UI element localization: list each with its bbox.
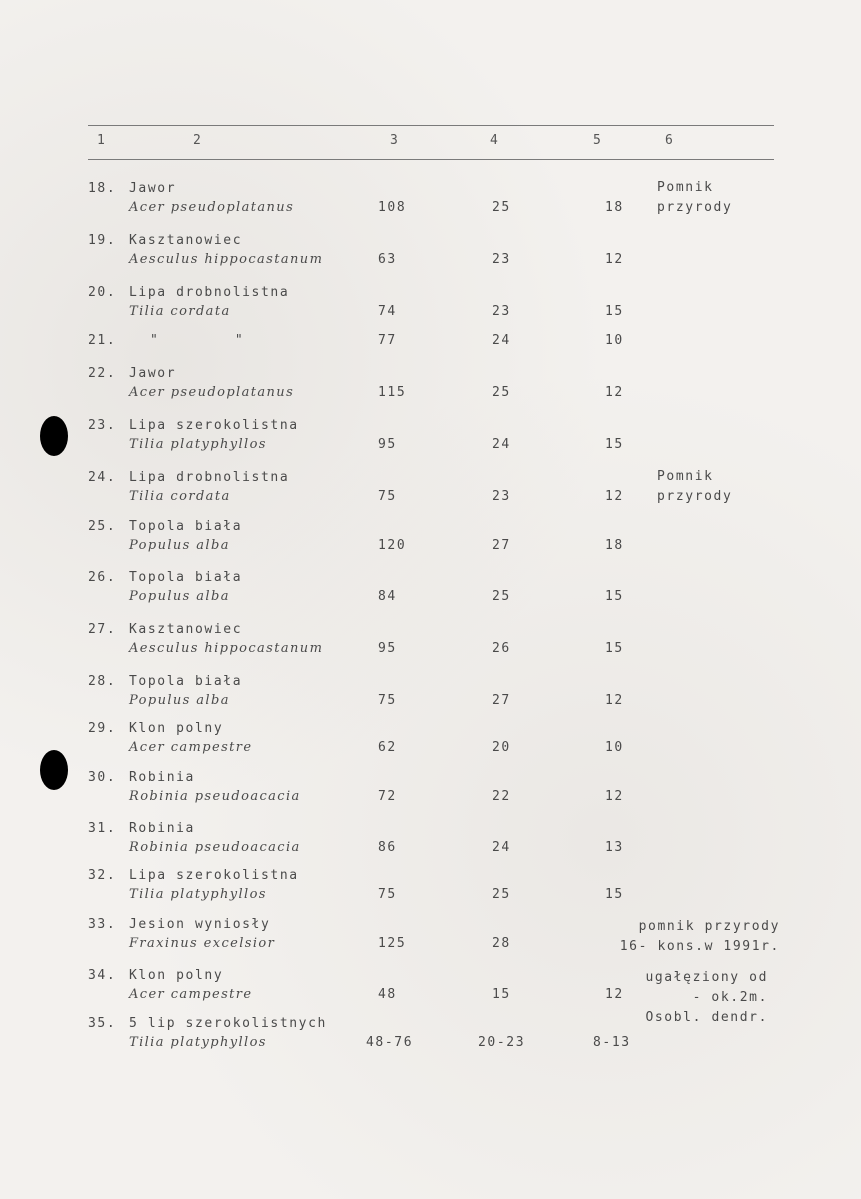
table-row bbox=[0, 917, 861, 957]
row-number: 23. bbox=[88, 418, 117, 433]
table-row bbox=[0, 181, 861, 221]
tree-common-name: Lipa szerokolistna bbox=[129, 418, 299, 433]
tree-latin-name: Tilia platyphyllos bbox=[129, 1035, 267, 1050]
col-4-value: 25 bbox=[492, 589, 511, 604]
col-4-value: 23 bbox=[492, 489, 511, 504]
tree-latin-name: Fraxinus excelsior bbox=[129, 936, 276, 951]
tree-common-name: Klon polny bbox=[129, 721, 224, 736]
col-6-remark bbox=[657, 467, 732, 507]
col-4-value: 24 bbox=[492, 437, 511, 452]
tree-common-name: Lipa szerokolistna bbox=[129, 868, 299, 883]
table-row bbox=[0, 622, 861, 662]
row-number: 30. bbox=[88, 770, 117, 785]
tree-common-name: Lipa drobnolistna bbox=[129, 285, 290, 300]
table-row bbox=[0, 366, 861, 406]
header-bottom-rule bbox=[88, 159, 774, 160]
col-3-value: 74 bbox=[378, 304, 397, 319]
table-row bbox=[0, 674, 861, 714]
table-row bbox=[0, 314, 861, 354]
col-4-value: 24 bbox=[492, 333, 511, 348]
table-row bbox=[0, 770, 861, 810]
col-3-value: 120 bbox=[378, 538, 407, 553]
col-3-value: 62 bbox=[378, 740, 397, 755]
col-5-value: 12 bbox=[605, 489, 624, 504]
col-5-value: 15 bbox=[605, 304, 624, 319]
col-4-value: 25 bbox=[492, 887, 511, 902]
col-5-value: 12 bbox=[605, 987, 624, 1002]
col-3-value: 77 bbox=[378, 333, 397, 348]
table-row bbox=[0, 1016, 861, 1056]
col-3-value: 48 bbox=[378, 987, 397, 1002]
row-number: 32. bbox=[88, 868, 117, 883]
col-4-value: 26 bbox=[492, 641, 511, 656]
tree-common-name: Topola biała bbox=[129, 519, 243, 534]
row-number: 27. bbox=[88, 622, 117, 637]
header-col-2: 2 bbox=[193, 133, 202, 148]
col-4-value: 25 bbox=[492, 385, 511, 400]
tree-latin-name: Aesculus hippocastanum bbox=[129, 252, 324, 267]
remark-line-1: Pomnik bbox=[657, 469, 714, 484]
remark-line-2: przyrody bbox=[657, 489, 733, 504]
tree-common-name: Jesion wyniosły bbox=[129, 917, 271, 932]
col-5-value: 10 bbox=[605, 333, 624, 348]
col-5-value: 13 bbox=[605, 840, 624, 855]
col-3-value: 63 bbox=[378, 252, 397, 267]
table-row bbox=[0, 868, 861, 908]
tree-latin-name: Aesculus hippocastanum bbox=[129, 641, 324, 656]
tree-latin-name: Populus alba bbox=[129, 589, 230, 604]
row-number: 21. bbox=[88, 333, 117, 348]
row-number: 31. bbox=[88, 821, 117, 836]
col-5-value: 15 bbox=[605, 437, 624, 452]
table-row bbox=[0, 821, 861, 861]
col-5-value: 12 bbox=[605, 789, 624, 804]
tree-common-name: Lipa drobnolistna bbox=[129, 470, 290, 485]
col-6-remark bbox=[657, 178, 732, 218]
row-number: 29. bbox=[88, 721, 117, 736]
table-row bbox=[0, 721, 861, 761]
tree-latin-name: Tilia platyphyllos bbox=[129, 437, 267, 452]
row-number: 24. bbox=[88, 470, 117, 485]
row-number: 35. bbox=[88, 1016, 117, 1031]
remark-line-2: - ok.2m. bbox=[692, 990, 768, 1005]
tree-latin-name: Acer pseudoplatanus bbox=[129, 385, 295, 400]
tree-latin-name: Acer pseudoplatanus bbox=[129, 200, 295, 215]
table-row bbox=[0, 418, 861, 458]
tree-latin-name: Robinia pseudoacacia bbox=[129, 840, 301, 855]
col-5-value: 18 bbox=[605, 538, 624, 553]
table-row bbox=[0, 519, 861, 559]
col-3-value: 72 bbox=[378, 789, 397, 804]
col-4-value: 22 bbox=[492, 789, 511, 804]
tree-common-name: Kasztanowiec bbox=[129, 622, 243, 637]
table-row bbox=[0, 470, 861, 510]
col-3-value: 48-76 bbox=[366, 1035, 414, 1050]
col-4-value: 15 bbox=[492, 987, 511, 1002]
tree-common-name: Robinia bbox=[129, 770, 195, 785]
col-4-value: 24 bbox=[492, 840, 511, 855]
remark-line-2: 16- kons.w 1991r. bbox=[619, 939, 780, 954]
tree-latin-name: Tilia cordata bbox=[129, 304, 231, 319]
row-number: 19. bbox=[88, 233, 117, 248]
remark-line-1: Pomnik bbox=[657, 180, 714, 195]
tree-common-name: Robinia bbox=[129, 821, 195, 836]
tree-common-name: Klon polny bbox=[129, 968, 224, 983]
tree-common-name: 5 lip szerokolistnych bbox=[129, 1016, 327, 1031]
col-4-value: 27 bbox=[492, 538, 511, 553]
col-5-value: 12 bbox=[605, 385, 624, 400]
col-4-value: 20-23 bbox=[478, 1035, 526, 1050]
col-5-value: 12 bbox=[605, 252, 624, 267]
col-5-value: 15 bbox=[605, 887, 624, 902]
col-4-value: 27 bbox=[492, 693, 511, 708]
header-col-5: 5 bbox=[593, 133, 602, 148]
tree-common-name: Jawor bbox=[129, 181, 177, 196]
tree-latin-name: Acer campestre bbox=[129, 740, 253, 755]
header-col-1: 1 bbox=[97, 133, 106, 148]
col-3-value: 84 bbox=[378, 589, 397, 604]
remark-line-2: przyrody bbox=[657, 200, 733, 215]
tree-common-name: Topola biała bbox=[129, 570, 243, 585]
col-3-value: 75 bbox=[378, 693, 397, 708]
remark-line-1: pomnik przyrody bbox=[638, 919, 780, 934]
row-number: 33. bbox=[88, 917, 117, 932]
col-5-value: 8-13 bbox=[593, 1035, 631, 1050]
row-number: 22. bbox=[88, 366, 117, 381]
row-number: 25. bbox=[88, 519, 117, 534]
col-4-value: 23 bbox=[492, 252, 511, 267]
row-number: 28. bbox=[88, 674, 117, 689]
col-4-value: 23 bbox=[492, 304, 511, 319]
tree-latin-name: Populus alba bbox=[129, 693, 230, 708]
col-4-value: 25 bbox=[492, 200, 511, 215]
remark-line-1: ugałęziony od bbox=[645, 970, 768, 985]
col-4-value: 28 bbox=[492, 936, 511, 951]
col-3-value: 95 bbox=[378, 437, 397, 452]
col-4-value: 20 bbox=[492, 740, 511, 755]
remark-line-3: Osobl. dendr. bbox=[645, 1010, 768, 1025]
row-number: 34. bbox=[88, 968, 117, 983]
col-3-value: 95 bbox=[378, 641, 397, 656]
tree-latin-name: Acer campestre bbox=[129, 987, 253, 1002]
col-3-value: 75 bbox=[378, 489, 397, 504]
col-5-value: 18 bbox=[605, 200, 624, 215]
col-3-value: 75 bbox=[378, 887, 397, 902]
tree-latin-name: Tilia cordata bbox=[129, 489, 231, 504]
row-number: 26. bbox=[88, 570, 117, 585]
col-3-value: 115 bbox=[378, 385, 407, 400]
tree-latin-name: Populus alba bbox=[129, 538, 230, 553]
tree-common-name: Topola biała bbox=[129, 674, 243, 689]
header-col-3: 3 bbox=[390, 133, 399, 148]
col-6-remark bbox=[602, 917, 780, 957]
row-number: 20. bbox=[88, 285, 117, 300]
header-col-4: 4 bbox=[490, 133, 499, 148]
col-5-value: 10 bbox=[605, 740, 624, 755]
col-3-value: 108 bbox=[378, 200, 407, 215]
ditto-marks: " " bbox=[150, 333, 245, 348]
tree-latin-name: Tilia platyphyllos bbox=[129, 887, 267, 902]
col-5-value: 15 bbox=[605, 641, 624, 656]
col-5-value: 12 bbox=[605, 693, 624, 708]
tree-common-name: Kasztanowiec bbox=[129, 233, 243, 248]
tree-latin-name: Robinia pseudoacacia bbox=[129, 789, 301, 804]
header-top-rule bbox=[88, 125, 774, 126]
tree-common-name: Jawor bbox=[129, 366, 177, 381]
col-5-value: 15 bbox=[605, 589, 624, 604]
header-col-6: 6 bbox=[665, 133, 674, 148]
row-number: 18. bbox=[88, 181, 117, 196]
col-3-value: 125 bbox=[378, 936, 407, 951]
table-row bbox=[0, 570, 861, 610]
col-3-value: 86 bbox=[378, 840, 397, 855]
table-row bbox=[0, 233, 861, 273]
